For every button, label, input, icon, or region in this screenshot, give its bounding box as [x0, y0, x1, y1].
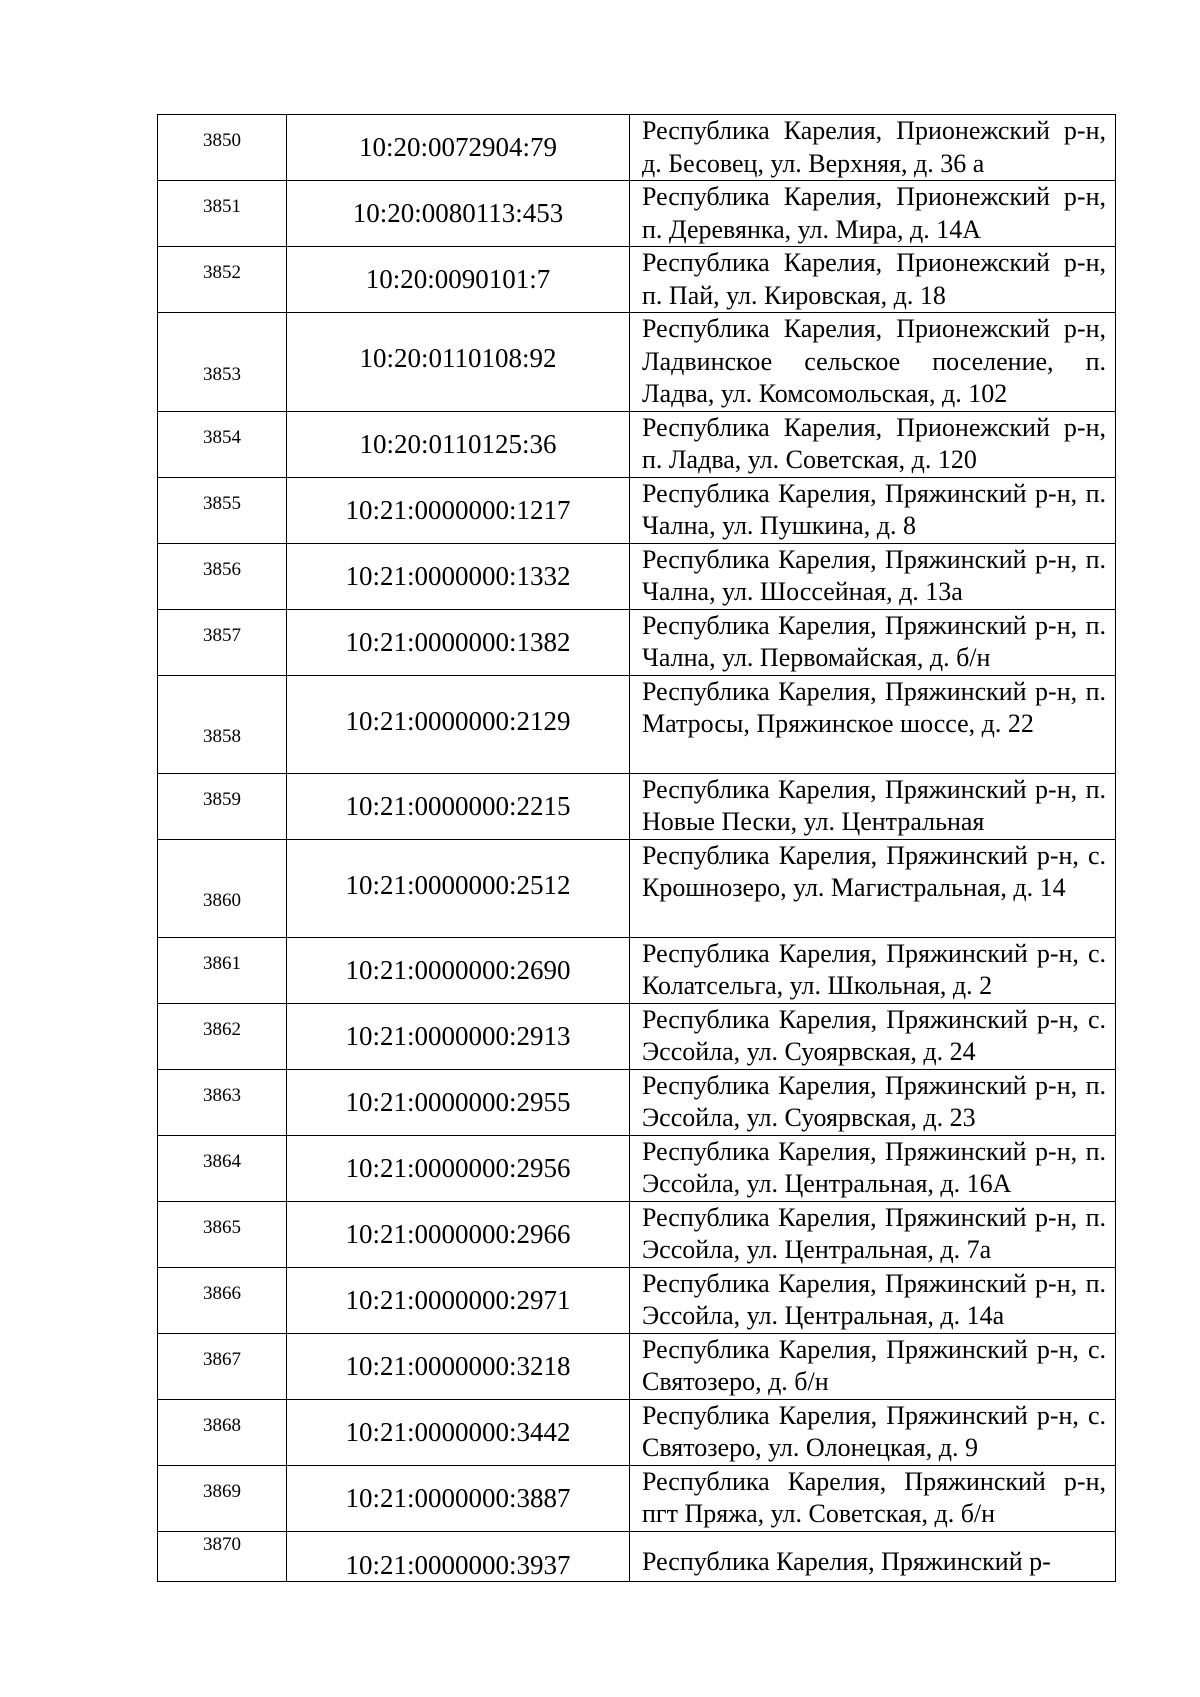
cadastral-number-cell: 10:21:0000000:2966	[287, 1201, 630, 1267]
row-number-cell: 3868	[158, 1399, 287, 1465]
cadastral-number-cell: 10:20:0110125:36	[287, 411, 630, 477]
cadastral-number-cell: 10:20:0072904:79	[287, 115, 630, 181]
address-cell: Республика Карелия, Пряжинский р-н, п. Эссойла, ул. Центральная, д. 16А	[630, 1135, 1116, 1201]
row-number-cell: 3859	[158, 773, 287, 839]
cadastral-number-cell: 10:21:0000000:2955	[287, 1069, 630, 1135]
table-row	[158, 1267, 1116, 1333]
row-number-cell: 3870	[158, 1531, 287, 1581]
cadastral-number-cell: 10:21:0000000:2129	[287, 675, 630, 773]
cadastral-number-cell: 10:21:0000000:2956	[287, 1135, 630, 1201]
address-cell: Республика Карелия, Пряжинский р-н, п. Чална, ул. Шоссейная, д. 13а	[630, 543, 1116, 609]
address-cell: Республика Карелия, Прионежский р-н, п. Пай, ул. Кировская, д. 18	[630, 247, 1116, 313]
cadastral-number-cell: 10:20:0090101:7	[287, 247, 630, 313]
row-number-cell: 3861	[158, 937, 287, 1003]
row-number-cell: 3858	[158, 675, 287, 773]
address-cell: Республика Карелия, Пряжинский р-н, п. Новые Пески, ул. Центральная	[630, 773, 1116, 839]
cadastral-number-cell: 10:21:0000000:1217	[287, 477, 630, 543]
address-cell: Республика Карелия, Пряжинский р-н, с. Колатсельга, ул. Школьная, д. 2	[630, 937, 1116, 1003]
table-row	[158, 1003, 1116, 1069]
table-row	[158, 1531, 1116, 1581]
row-number-cell: 3851	[158, 181, 287, 247]
address-cell: Республика Карелия, Прионежский р-н, п. Ладва, ул. Советская, д. 120	[630, 411, 1116, 477]
address-cell: Республика Карелия, Пряжинский р-н, с. Святозеро, д. б/н	[630, 1333, 1116, 1399]
cadastral-number-cell: 10:21:0000000:2690	[287, 937, 630, 1003]
cadastral-number-cell: 10:21:0000000:2971	[287, 1267, 630, 1333]
table-row	[158, 181, 1116, 247]
address-cell: Республика Карелия, Пряжинский р-	[630, 1531, 1116, 1581]
address-cell: Республика Карелия, Пряжинский р-н, п. Чална, ул. Первомайская, д. б/н	[630, 609, 1116, 675]
table-row	[158, 115, 1116, 181]
row-number-cell: 3853	[158, 313, 287, 412]
table-row	[158, 1201, 1116, 1267]
table-row	[158, 609, 1116, 675]
row-number-cell: 3854	[158, 411, 287, 477]
table-row	[158, 477, 1116, 543]
property-registry-table	[157, 114, 1116, 1582]
row-number-cell: 3862	[158, 1003, 287, 1069]
cadastral-number-cell: 10:21:0000000:1382	[287, 609, 630, 675]
cadastral-number-cell: 10:20:0110108:92	[287, 313, 630, 412]
address-cell: Республика Карелия, Пряжинский р-н, пгт Пряжа, ул. Советская, д. б/н	[630, 1465, 1116, 1531]
row-number-cell: 3856	[158, 543, 287, 609]
address-cell: Республика Карелия, Прионежский р-н, д. Бесовец, ул. Верхняя, д. 36 а	[630, 115, 1116, 181]
row-number-cell: 3860	[158, 839, 287, 937]
row-number-cell: 3855	[158, 477, 287, 543]
table-row	[158, 773, 1116, 839]
table-row	[158, 1465, 1116, 1531]
table-row	[158, 313, 1116, 412]
table-row	[158, 543, 1116, 609]
table-row	[158, 937, 1116, 1003]
address-cell: Республика Карелия, Прионежский р-н, п. Деревянка, ул. Мира, д. 14А	[630, 181, 1116, 247]
cadastral-number-cell: 10:21:0000000:3937	[287, 1531, 630, 1581]
address-cell: Республика Карелия, Прионежский р-н, Ладвинское сельское поселение, п. Ладва, ул. Комсомольская, д. 102	[630, 313, 1116, 412]
row-number-cell: 3865	[158, 1201, 287, 1267]
row-number-cell: 3866	[158, 1267, 287, 1333]
cadastral-number-cell: 10:21:0000000:2215	[287, 773, 630, 839]
cadastral-number-cell: 10:21:0000000:1332	[287, 543, 630, 609]
row-number-cell: 3867	[158, 1333, 287, 1399]
row-number-cell: 3850	[158, 115, 287, 181]
cadastral-number-cell: 10:20:0080113:453	[287, 181, 630, 247]
table-row	[158, 1135, 1116, 1201]
table-row	[158, 1333, 1116, 1399]
address-cell: Республика Карелия, Пряжинский р-н, п. Эссойла, ул. Суоярвская, д. 23	[630, 1069, 1116, 1135]
table-row	[158, 1069, 1116, 1135]
cadastral-number-cell: 10:21:0000000:3218	[287, 1333, 630, 1399]
cadastral-number-cell: 10:21:0000000:3887	[287, 1465, 630, 1531]
cadastral-number-cell: 10:21:0000000:3442	[287, 1399, 630, 1465]
address-cell: Республика Карелия, Пряжинский р-н, с. Крошнозеро, ул. Магистральная, д. 14	[630, 839, 1116, 937]
table-row	[158, 1399, 1116, 1465]
row-number-cell: 3863	[158, 1069, 287, 1135]
address-cell: Республика Карелия, Пряжинский р-н, п. Эссойла, ул. Центральная, д. 7а	[630, 1201, 1116, 1267]
address-cell: Республика Карелия, Пряжинский р-н, п. Матросы, Пряжинское шоссе, д. 22	[630, 675, 1116, 773]
row-number-cell: 3864	[158, 1135, 287, 1201]
address-cell: Республика Карелия, Пряжинский р-н, с. Эссойла, ул. Суоярвская, д. 24	[630, 1003, 1116, 1069]
row-number-cell: 3869	[158, 1465, 287, 1531]
address-cell: Республика Карелия, Пряжинский р-н, п. Чална, ул. Пушкина, д. 8	[630, 477, 1116, 543]
address-cell: Республика Карелия, Пряжинский р-н, п. Эссойла, ул. Центральная, д. 14а	[630, 1267, 1116, 1333]
address-cell: Республика Карелия, Пряжинский р-н, с. Святозеро, ул. Олонецкая, д. 9	[630, 1399, 1116, 1465]
cadastral-number-cell: 10:21:0000000:2512	[287, 839, 630, 937]
table-row	[158, 247, 1116, 313]
table-row	[158, 411, 1116, 477]
row-number-cell: 3852	[158, 247, 287, 313]
cadastral-number-cell: 10:21:0000000:2913	[287, 1003, 630, 1069]
table-row	[158, 675, 1116, 773]
row-number-cell: 3857	[158, 609, 287, 675]
table-row	[158, 839, 1116, 937]
